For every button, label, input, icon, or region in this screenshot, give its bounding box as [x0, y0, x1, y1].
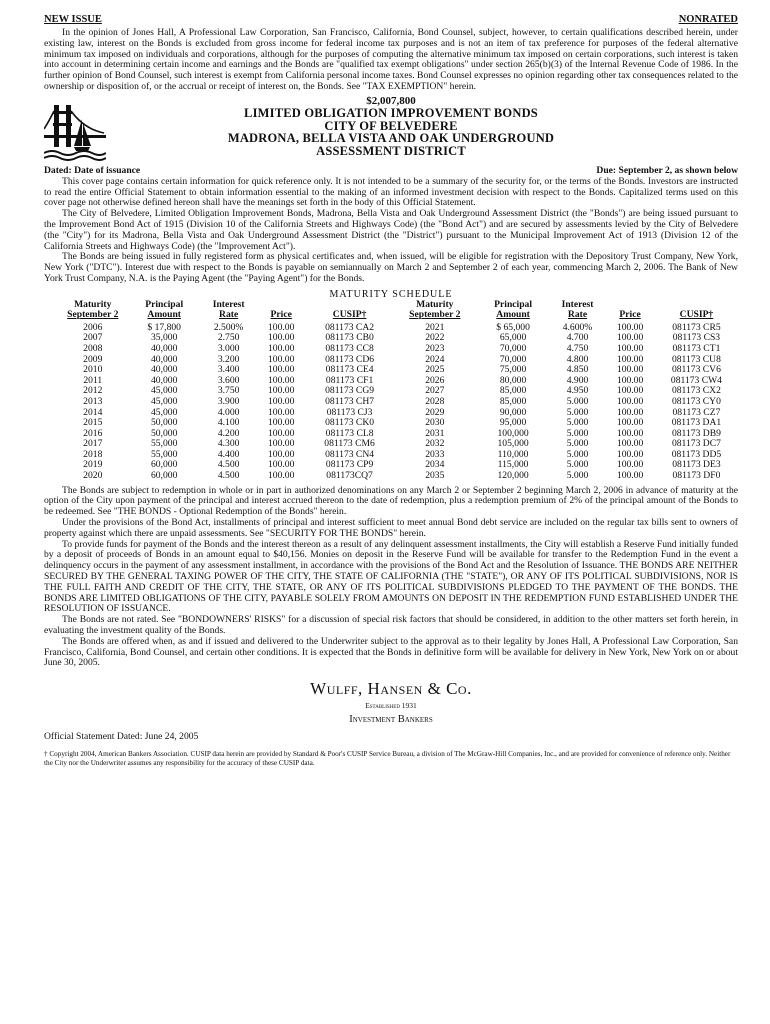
- maturity-year-cell: 2035: [425, 470, 445, 482]
- cusip-cell: 081173 CC8: [325, 342, 374, 354]
- due-label: Due: September 2, as shown below: [596, 164, 738, 176]
- maturity-header: Maturity September 2: [67, 298, 119, 320]
- price-cell: 100.00: [268, 395, 295, 407]
- cusip-cell: 081173 CN4: [325, 448, 375, 460]
- maturity-year-cell: 2028: [425, 395, 445, 407]
- principal-amount-cell: 85,000: [499, 395, 527, 407]
- maturity-schedule-title: MATURITY SCHEDULE: [329, 288, 453, 300]
- price-header-right: Price: [619, 308, 641, 320]
- underwriter-role: Investment Bankers: [349, 714, 433, 726]
- registration-paragraph: The Bonds are being issued in fully registered form as physical certificates and, when issued, will be eligible for registration with the Depository Trust Company, New York, New York ("DTC"). Interest due with respect to the Bonds is payable on semiannually on March 2 and September 2 of each year, commencing March 2, 2006. The Bank of New York Trust Company, N.A. is the Paying Agent (the "Paying Agent") for the Bonds.: [44, 251, 738, 284]
- cusip-cell: 081173 CK0: [325, 417, 375, 429]
- interest-header-right: Interest Rate: [561, 298, 594, 320]
- principal-amount-cell: $ 17,800: [147, 321, 181, 333]
- principal-amount-cell: 40,000: [150, 353, 178, 365]
- interest-rate-cell: 4.900: [566, 374, 589, 386]
- price-cell: 100.00: [616, 448, 644, 460]
- price-cell: 100.00: [268, 406, 295, 418]
- price-cell: 100.00: [616, 364, 644, 376]
- maturity-year-cell: 2031: [425, 427, 445, 439]
- reserve-fund-paragraph: To provide funds for payment of the Bonds and the interest thereon as a result of any delinquent assessment installments, the City will establish a Reserve Fund initially funded by a deposit of proceeds of Bonds in an amount equal to $40,156. Monies on deposit in the Reserve Fund will be available for transfer to the Redemption Fund in the event a delinquency occurs in the payment of any assessment installment, in accordance with the provisions of the Bond Act and the Resolution of Issuance. THE BONDS ARE NEITHER SECURED BY THE GENERAL TAXING POWER OF THE CITY, THE STATE OF CALIFORNIA (THE "STATE"), OR ANY OF ITS POLITICAL SUBDIVISIONS, NOR IS THE FULL FAITH AND CREDIT OF THE CITY, THE STATE, OR ANY OF ITS POLITICAL SUBDIVISIONS PLEDGED TO THE PAYMENT OF THE BONDS. THE BONDS ARE LIMITED OBLIGATIONS OF THE CITY, PAYABLE SOLELY FROM AMOUNTS ON DEPOSIT IN THE REDEMPTION FUND ESTABLISHED UNDER THE RESOLUTION OF ISSUANCE.: [44, 538, 738, 615]
- price-cell: 100.00: [616, 417, 644, 429]
- principal-amount-cell: 55,000: [150, 448, 178, 460]
- principal-amount-cell: 90,000: [499, 406, 527, 418]
- cusip-cell: 081173 CG9: [325, 385, 375, 397]
- price-cell: 100.00: [268, 374, 295, 386]
- bond-title: [44, 95, 738, 158]
- principal-amount-cell: $ 65,000: [496, 321, 530, 333]
- interest-rate-cell: 3.200: [217, 353, 240, 365]
- price-header: Price: [270, 308, 292, 320]
- issuance-paragraph: The City of Belvedere, Limited Obligation Improvement Bonds, Madrona, Bella Vista and Oak Underground Assessment District (the "Bonds") are being issued pursuant to the Improvement Bond Act of 1915 (Division 10 of the California Streets and Highways Code) (the "Bond Act") and are secured by assessments levied by the City of Belvedere (the "City") for its Madrona, Bella Vista and Oak Underground Assessment District (the "District") pursuant to the Municipal Improvement Act of 1913 (Division 12 of the California Streets and Highways Code) (the "Improvement Act").: [44, 208, 738, 252]
- maturity-year-cell: 2017: [83, 438, 103, 450]
- cusip-cell: 081173 CB0: [325, 332, 374, 344]
- principal-amount-cell: 85,000: [499, 385, 527, 397]
- price-cell: 100.00: [616, 385, 644, 397]
- not-rated-paragraph: The Bonds are not rated. See "BONDOWNERS' RISKS" for a discussion of special risk factors that should be considered, in addition to the other matters set forth herein, in evaluating the investment quality of the Bonds.: [44, 614, 738, 637]
- date-line: [44, 165, 738, 176]
- cusip-cell: 081173 CP9: [325, 459, 374, 471]
- maturity-year-cell: 2011: [83, 374, 103, 386]
- interest-rate-cell: 4.750: [566, 342, 589, 354]
- principal-amount-cell: 40,000: [150, 374, 178, 386]
- cusip-cell: 081173CQ7: [326, 470, 373, 482]
- principal-amount-cell: 50,000: [150, 427, 178, 439]
- maturity-year-cell: 2020: [83, 470, 103, 482]
- table-row: [58, 344, 738, 355]
- interest-rate-cell: 2.750: [217, 332, 240, 344]
- interest-rate-cell: 5.000: [566, 448, 589, 460]
- cusip-cell: 081173 CS3: [672, 332, 721, 344]
- price-cell: 100.00: [268, 470, 295, 482]
- price-cell: 100.00: [616, 332, 644, 344]
- principal-amount-cell: 120,000: [497, 470, 529, 482]
- cusip-cell: 081173 CX2: [671, 385, 721, 397]
- interest-rate-cell: 4.850: [566, 364, 589, 376]
- maturity-year-cell: 2032: [425, 438, 445, 450]
- dated-label: Dated: Date of issuance: [44, 164, 141, 176]
- principal-amount-cell: 45,000: [150, 395, 178, 407]
- underwriter-block: [44, 679, 738, 725]
- maturity-year-cell: 2014: [83, 406, 103, 418]
- cusip-cell: 081173 CF1: [325, 374, 374, 386]
- maturity-year-cell: 2010: [83, 364, 103, 376]
- interest-rate-cell: 5.000: [566, 406, 589, 418]
- bond-act-paragraph: Under the provisions of the Bond Act, installments of principal and interest sufficient to meet annual Bond debt service are included on the regular tax bills sent to owners of property against which there are unpaid assessments. See "SECURITY FOR THE BONDS" herein.: [44, 517, 738, 539]
- bond-title-line-1: LIMITED OBLIGATION IMPROVEMENT BONDS: [244, 106, 538, 121]
- interest-rate-cell: 4.300: [217, 438, 240, 450]
- issue-status-line: [44, 14, 738, 28]
- interest-rate-cell: 4.600%: [562, 321, 593, 333]
- principal-amount-cell: 115,000: [497, 459, 529, 471]
- principal-amount-cell: 45,000: [150, 385, 178, 397]
- price-cell: 100.00: [616, 459, 644, 471]
- maturity-year-cell: 2012: [83, 385, 103, 397]
- maturity-year-cell: 2034: [425, 459, 445, 471]
- cusip-cell: 081173 CM6: [324, 438, 375, 450]
- interest-rate-cell: 5.000: [566, 459, 589, 471]
- tax-opinion-paragraph: In the opinion of Jones Hall, A Professional Law Corporation, San Francisco, California, Bond Counsel, subject, however, to certain qualifications described herein, under existing law, interest on the Bonds is excluded from gross income for federal income tax purposes and is not an item of tax preference for purposes of the federal alternative minimum tax imposed on individuals and corporations, although for the purposes of computing the alternative minimum tax imposed on certain corporations, such interest is taken into account in determining certain income and earnings and the Bonds are "qualified tax exempt obligations" under section 265(b)(3) of the Internal Revenue Code of 1986. In the further opinion of Bond Counsel, such interest is exempt from California personal income taxes. Bond Counsel expresses no opinion regarding other tax consequences related to the ownership or disposition of, or the accrual or receipt of interest on, the Bonds. See "TAX EXEMPTION" herein.: [44, 27, 738, 92]
- principal-amount-cell: 65,000: [499, 332, 527, 344]
- price-cell: 100.00: [268, 321, 295, 333]
- interest-rate-cell: 4.200: [217, 427, 240, 439]
- price-cell: 100.00: [616, 427, 644, 439]
- maturity-year-cell: 2016: [83, 427, 103, 439]
- cusip-cell: 081173 CH7: [325, 395, 375, 407]
- principal-amount-cell: 70,000: [499, 353, 527, 365]
- interest-rate-cell: 3.750: [217, 385, 240, 397]
- cusip-cell: 081173 CE4: [325, 364, 374, 376]
- principal-amount-cell: 105,000: [497, 438, 529, 450]
- interest-rate-cell: 5.000: [566, 395, 589, 407]
- maturity-year-cell: 2015: [83, 417, 103, 429]
- cusip-cell: 081173 DD5: [671, 448, 722, 460]
- maturity-year-cell: 2033: [425, 448, 445, 460]
- principal-amount-cell: 35,000: [150, 332, 178, 344]
- redemption-paragraph: The Bonds are subject to redemption in whole or in part in authorized denominations on any March 2 or September 2 beginning March 2, 2006 in advance of maturity at the option of the City upon payment of the principal and interest accrued thereon to the date of redemption, plus a redemption premium of 2% of the principal amount of the Bonds to be redeemed. See "THE BONDS - Optional Redemption of the Bonds" herein.: [44, 484, 738, 518]
- cusip-cell: 081173 CW4: [670, 374, 722, 386]
- bond-title-header: [44, 95, 738, 177]
- cover-notice-paragraph: This cover page contains certain information for quick reference only. It is not intended to be a summary of the security for, or the terms of the Bonds. Investors are instructed to read the entire Official Statement to obtain information essential to the making of an informed investment decision with respect to the Bonds. Capitalized terms used on this cover page not otherwise defined hereon shall have the meanings set forth in the body of this Official Statement.: [44, 175, 738, 209]
- principal-amount-cell: 60,000: [150, 470, 178, 482]
- maturity-year-cell: 2029: [425, 406, 445, 418]
- principal-amount-cell: 40,000: [150, 342, 178, 354]
- interest-rate-cell: 5.000: [566, 427, 589, 439]
- maturity-year-cell: 2022: [425, 332, 445, 344]
- interest-rate-cell: 4.950: [566, 385, 589, 397]
- principal-amount-cell: 80,000: [499, 374, 527, 386]
- cusip-cell: 081173 CT1: [672, 342, 721, 354]
- maturity-year-cell: 2019: [83, 459, 103, 471]
- principal-amount-cell: 40,000: [150, 364, 178, 376]
- maturity-year-cell: 2027: [425, 385, 445, 397]
- maturity-year-cell: 2030: [425, 417, 445, 429]
- price-cell: 100.00: [616, 353, 644, 365]
- interest-rate-cell: 3.400: [217, 364, 240, 376]
- underwriter-established: Established 1931: [365, 701, 417, 711]
- principal-header: Principal Amount: [145, 298, 184, 320]
- interest-rate-cell: 5.000: [566, 417, 589, 429]
- price-cell: 100.00: [616, 342, 644, 354]
- new-issue-label: NEW ISSUE: [44, 14, 102, 25]
- cusip-cell: 081173 CZ7: [672, 406, 721, 418]
- maturity-schedule-table: [58, 300, 738, 482]
- interest-rate-cell: 4.400: [217, 448, 240, 460]
- schedule-header-row: [58, 300, 738, 323]
- cusip-cell: 081173 DB9: [671, 427, 721, 439]
- principal-amount-cell: 60,000: [150, 459, 178, 471]
- bond-amount: $2,007,800: [366, 94, 416, 107]
- principal-amount-cell: 110,000: [497, 448, 529, 460]
- cusip-cell: 081173 CD6: [325, 353, 375, 365]
- maturity-year-cell: 2018: [83, 448, 103, 460]
- interest-rate-cell: 5.000: [566, 438, 589, 450]
- principal-amount-cell: 55,000: [150, 438, 178, 450]
- interest-rate-cell: 5.000: [566, 470, 589, 482]
- maturity-year-cell: 2021: [425, 321, 445, 333]
- cusip-cell: 081173 CY0: [671, 395, 721, 407]
- bond-title-line-4: ASSESSMENT DISTRICT: [316, 143, 466, 158]
- principal-amount-cell: 75,000: [499, 364, 527, 376]
- interest-rate-cell: 4.500: [217, 459, 240, 471]
- price-cell: 100.00: [268, 438, 295, 450]
- interest-rate-cell: 4.000: [217, 406, 240, 418]
- price-cell: 100.00: [268, 385, 295, 397]
- bond-title-line-2: CITY OF BELVEDERE: [324, 118, 458, 133]
- price-cell: 100.00: [268, 427, 295, 439]
- price-cell: 100.00: [268, 448, 295, 460]
- price-cell: 100.00: [268, 459, 295, 471]
- principal-amount-cell: 70,000: [499, 342, 527, 354]
- maturity-year-cell: 2013: [83, 395, 103, 407]
- cusip-cell: 081173 DC7: [671, 438, 721, 450]
- principal-amount-cell: 100,000: [497, 427, 529, 439]
- interest-rate-cell: 3.600: [217, 374, 240, 386]
- cusip-cell: 081173 CJ3: [326, 406, 373, 418]
- price-cell: 100.00: [616, 406, 644, 418]
- cusip-footnote: † Copyright 2004, American Bankers Association. CUSIP data herein are provided by Standard & Poor's CUSIP Service Bureau, a division of The McGraw-Hill Companies, Inc., and are provided for convenience of reference only. Neither the City nor the Underwriter assumes any responsibility for the accuracy of these CUSIP data.: [44, 750, 731, 768]
- price-cell: 100.00: [268, 353, 295, 365]
- principal-amount-cell: 50,000: [150, 417, 178, 429]
- cusip-cell: 081173 DE3: [672, 459, 721, 471]
- maturity-year-cell: 2009: [83, 353, 103, 365]
- cusip-cell: 081173 CV6: [671, 364, 721, 376]
- official-statement-date: Official Statement Dated: June 24, 2005: [44, 731, 199, 743]
- nonrated-label: NONRATED: [678, 14, 738, 25]
- maturity-year-cell: 2024: [425, 353, 445, 365]
- interest-header: Interest Rate: [212, 298, 245, 320]
- price-cell: 100.00: [268, 332, 295, 344]
- bond-title-line-3: MADRONA, BELLA VISTA AND OAK UNDERGROUND: [227, 131, 555, 146]
- interest-rate-cell: 4.100: [217, 417, 240, 429]
- price-cell: 100.00: [268, 417, 295, 429]
- cusip-cell: 081173 CL8: [325, 427, 374, 439]
- maturity-year-cell: 2008: [83, 342, 103, 354]
- price-cell: 100.00: [616, 374, 644, 386]
- maturity-year-cell: 2023: [425, 342, 445, 354]
- maturity-year-cell: 2007: [83, 332, 103, 344]
- underwriter-name: Wulff, Hansen & Co.: [310, 679, 472, 699]
- offering-paragraph: The Bonds are offered when, as and if issued and delivered to the Underwriter subject to the approval as to their legality by Jones Hall, A Professional Law Corporation, San Francisco, California, Bond Counsel, and certain other conditions. It is expected that the Bonds in definitive form will be available for delivery in New York, New York on or about June 30, 2005.: [44, 635, 738, 669]
- cusip-cell: 081173 CU8: [671, 353, 721, 365]
- price-cell: 100.00: [268, 342, 295, 354]
- price-cell: 100.00: [268, 364, 295, 376]
- cusip-cell: 081173 DA1: [671, 417, 722, 429]
- cusip-cell: 081173 DF0: [672, 470, 721, 482]
- price-cell: 100.00: [616, 438, 644, 450]
- principal-amount-cell: 45,000: [150, 406, 178, 418]
- maturity-year-cell: 2026: [425, 374, 445, 386]
- principal-header-right: Principal Amount: [494, 298, 532, 320]
- price-cell: 100.00: [616, 395, 644, 407]
- interest-rate-cell: 3.900: [217, 395, 240, 407]
- cusip-header-right: CUSIP†: [679, 308, 714, 320]
- cusip-cell: 081173 CR5: [672, 321, 721, 333]
- table-row: [58, 397, 738, 408]
- table-row: [58, 471, 738, 482]
- interest-rate-cell: 2.500%: [213, 321, 244, 333]
- interest-rate-cell: 4.500: [217, 470, 240, 482]
- cusip-cell: 081173 CA2: [325, 321, 375, 333]
- interest-rate-cell: 4.700: [566, 332, 589, 344]
- maturity-year-cell: 2025: [425, 364, 445, 376]
- maturity-header-right: Maturity September 2: [409, 298, 461, 320]
- interest-rate-cell: 4.800: [566, 353, 589, 365]
- principal-amount-cell: 95,000: [499, 417, 527, 429]
- price-cell: 100.00: [616, 321, 644, 333]
- price-cell: 100.00: [616, 470, 644, 482]
- cusip-header: CUSIP†: [332, 308, 367, 320]
- maturity-year-cell: 2006: [83, 321, 103, 333]
- official-statement-cover: [44, 14, 738, 768]
- interest-rate-cell: 3.000: [217, 342, 240, 354]
